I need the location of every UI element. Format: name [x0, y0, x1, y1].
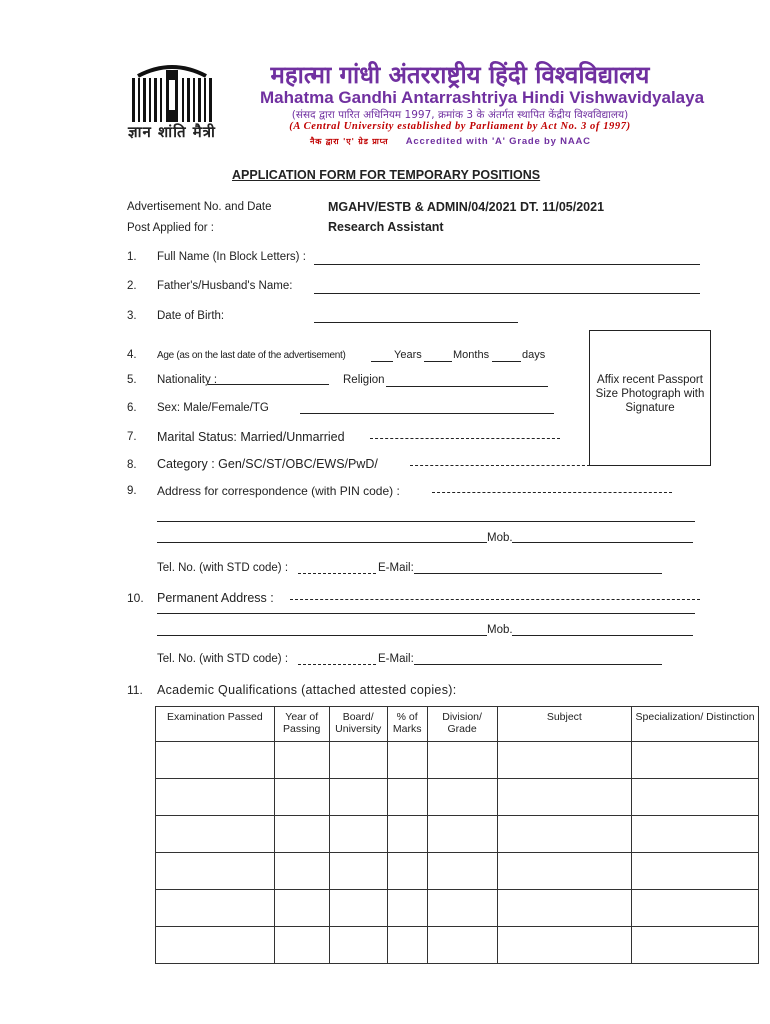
field-11-number: 11.	[127, 683, 143, 697]
table-cell[interactable]	[274, 779, 329, 816]
table-row	[156, 853, 759, 890]
advertisement-value: MGAHV/ESTB & ADMIN/04/2021 DT. 11/05/2021	[328, 200, 605, 214]
table-cell[interactable]	[274, 742, 329, 779]
correspondence-address-label: Address for correspondence (with PIN code) :	[157, 484, 400, 498]
university-name-hindi: महात्मा गांधी अंतरराष्ट्रीय हिंदी विश्वविद्यालय	[270, 61, 650, 89]
table-cell[interactable]	[632, 853, 759, 890]
dob-label: Date of Birth:	[157, 310, 225, 322]
table-cell[interactable]	[632, 742, 759, 779]
table-cell[interactable]	[329, 816, 387, 853]
table-cell[interactable]	[274, 890, 329, 927]
column-header: Board/ University	[329, 707, 387, 742]
nationality-field[interactable]	[208, 384, 329, 385]
table-row	[156, 927, 759, 964]
table-cell[interactable]	[387, 927, 427, 964]
full-name-label: Full Name (In Block Letters) :	[157, 251, 306, 263]
column-header: Specialization/ Distinction	[632, 707, 759, 742]
table-cell[interactable]	[497, 927, 632, 964]
advertisement-label: Advertisement No. and Date	[127, 201, 272, 213]
subtitle-english: (A Central University established by Parliament by Act No. 3 of 1997)	[289, 121, 631, 132]
correspondence-address-line-3[interactable]	[157, 542, 487, 543]
permanent-address-line-2[interactable]	[157, 613, 695, 614]
table-cell[interactable]	[427, 927, 497, 964]
table-cell[interactable]	[427, 853, 497, 890]
field-9-number: 9.	[127, 485, 137, 497]
field-4-number: 4.	[127, 349, 137, 361]
perm-email-label: E-Mail:	[378, 653, 414, 665]
nationality-label: Nationality :	[157, 374, 218, 386]
email-field[interactable]	[414, 573, 662, 574]
table-cell[interactable]	[329, 853, 387, 890]
field-10-number: 10.	[127, 591, 144, 605]
father-name-field[interactable]	[314, 293, 700, 294]
category-label: Category : Gen/SC/ST/OBC/EWS/PwD/	[157, 457, 378, 471]
photo-instruction: Affix recent Passport Size Photograph with Signature	[595, 374, 705, 414]
table-cell[interactable]	[497, 890, 632, 927]
form-title: APPLICATION FORM FOR TEMPORARY POSITIONS	[232, 168, 541, 182]
perm-mob-label: Mob.	[487, 624, 513, 636]
table-row	[156, 890, 759, 927]
table-cell[interactable]	[387, 853, 427, 890]
table-row	[156, 779, 759, 816]
permanent-address-field[interactable]	[290, 599, 700, 600]
column-header: Examination Passed	[156, 707, 275, 742]
university-name-english: Mahatma Gandhi Antarrashtriya Hindi Vishwavidyalaya	[260, 88, 705, 107]
mob-field[interactable]	[512, 542, 693, 543]
table-row	[156, 742, 759, 779]
age-months-field[interactable]	[424, 361, 452, 362]
religion-label: Religion	[343, 374, 385, 386]
accreditation-hindi: नैक द्वारा 'ए' ग्रेड प्राप्त	[310, 137, 389, 146]
sex-label: Sex: Male/Female/TG	[157, 402, 269, 414]
column-header: Year of Passing	[274, 707, 329, 742]
post-value: Research Assistant	[328, 220, 444, 234]
column-header: Subject	[497, 707, 632, 742]
table-cell[interactable]	[632, 927, 759, 964]
dob-field[interactable]	[314, 322, 518, 323]
table-row	[156, 816, 759, 853]
permanent-address-line-3[interactable]	[157, 635, 487, 636]
table-cell[interactable]	[329, 779, 387, 816]
subtitle-hindi: (संसद द्वारा पारित अधिनियम 1997, क्रमांक 3 के अंतर्गत स्थापित केंद्रीय विश्वविद्यालय)	[291, 109, 629, 121]
age-months-label: Months	[453, 349, 490, 361]
perm-mob-field[interactable]	[512, 635, 693, 636]
table-cell[interactable]	[387, 779, 427, 816]
age-days-field[interactable]	[492, 361, 521, 362]
table-cell[interactable]	[156, 853, 275, 890]
age-years-label: Years	[394, 349, 422, 361]
table-cell[interactable]	[274, 816, 329, 853]
table-cell[interactable]	[156, 816, 275, 853]
post-label: Post Applied for :	[127, 222, 214, 234]
table-cell[interactable]	[387, 742, 427, 779]
perm-email-field[interactable]	[414, 664, 662, 665]
academic-qualifications-table	[155, 706, 759, 964]
sex-field[interactable]	[300, 413, 554, 414]
field-2-number: 2.	[127, 280, 137, 292]
field-6-number: 6.	[127, 402, 137, 414]
table-cell[interactable]	[427, 742, 497, 779]
table-cell[interactable]	[387, 890, 427, 927]
table-cell[interactable]	[497, 779, 632, 816]
table-cell[interactable]	[274, 853, 329, 890]
column-header: Division/ Grade	[427, 707, 497, 742]
table-cell[interactable]	[329, 742, 387, 779]
tel-label: Tel. No. (with STD code) :	[157, 562, 289, 574]
correspondence-address-field[interactable]	[432, 492, 672, 493]
table-cell[interactable]	[632, 890, 759, 927]
age-days-label: days	[522, 349, 546, 361]
field-1-number: 1.	[127, 251, 137, 263]
table-cell[interactable]	[497, 853, 632, 890]
logo-motto: ज्ञान शांति मैत्री	[128, 123, 216, 141]
table-cell[interactable]	[497, 742, 632, 779]
table-cell[interactable]	[427, 816, 497, 853]
marital-status-label: Marital Status: Married/Unmarried	[157, 430, 345, 444]
table-cell[interactable]	[274, 927, 329, 964]
table-cell[interactable]	[632, 816, 759, 853]
table-cell[interactable]	[427, 890, 497, 927]
age-years-field[interactable]	[371, 361, 393, 362]
table-cell[interactable]	[156, 779, 275, 816]
field-3-number: 3.	[127, 310, 137, 322]
table-cell[interactable]	[156, 742, 275, 779]
accreditation-english: Accredited with 'A' Grade by NAAC	[405, 136, 591, 147]
table-cell[interactable]	[387, 816, 427, 853]
marital-status-field[interactable]	[370, 438, 560, 439]
category-field[interactable]	[410, 465, 590, 466]
photo-box[interactable]	[589, 330, 711, 466]
table-cell[interactable]	[329, 890, 387, 927]
perm-tel-label: Tel. No. (with STD code) :	[157, 653, 289, 665]
field-5-number: 5.	[127, 374, 137, 386]
correspondence-address-line-2[interactable]	[157, 521, 695, 522]
mob-label: Mob.	[487, 532, 513, 544]
academic-qualifications-label: Academic Qualifications (attached attested copies):	[157, 683, 457, 697]
tel-field[interactable]	[298, 573, 376, 574]
table-cell[interactable]	[156, 927, 275, 964]
column-header: % of Marks	[387, 707, 427, 742]
table-cell[interactable]	[329, 927, 387, 964]
permanent-address-label: Permanent Address :	[157, 591, 274, 605]
table-cell[interactable]	[632, 779, 759, 816]
email-label: E-Mail:	[378, 562, 414, 574]
table-cell[interactable]	[497, 816, 632, 853]
religion-field[interactable]	[386, 386, 548, 387]
field-7-number: 7.	[127, 431, 137, 443]
table-cell[interactable]	[156, 890, 275, 927]
field-8-number: 8.	[127, 459, 137, 471]
perm-tel-field[interactable]	[298, 664, 376, 665]
age-label: Age (as on the last date of the advertisement)	[157, 350, 346, 361]
table-cell[interactable]	[427, 779, 497, 816]
full-name-field[interactable]	[314, 264, 700, 265]
accreditation	[310, 136, 591, 147]
father-name-label: Father's/Husband's Name:	[157, 280, 293, 292]
table-header-row	[156, 707, 759, 742]
